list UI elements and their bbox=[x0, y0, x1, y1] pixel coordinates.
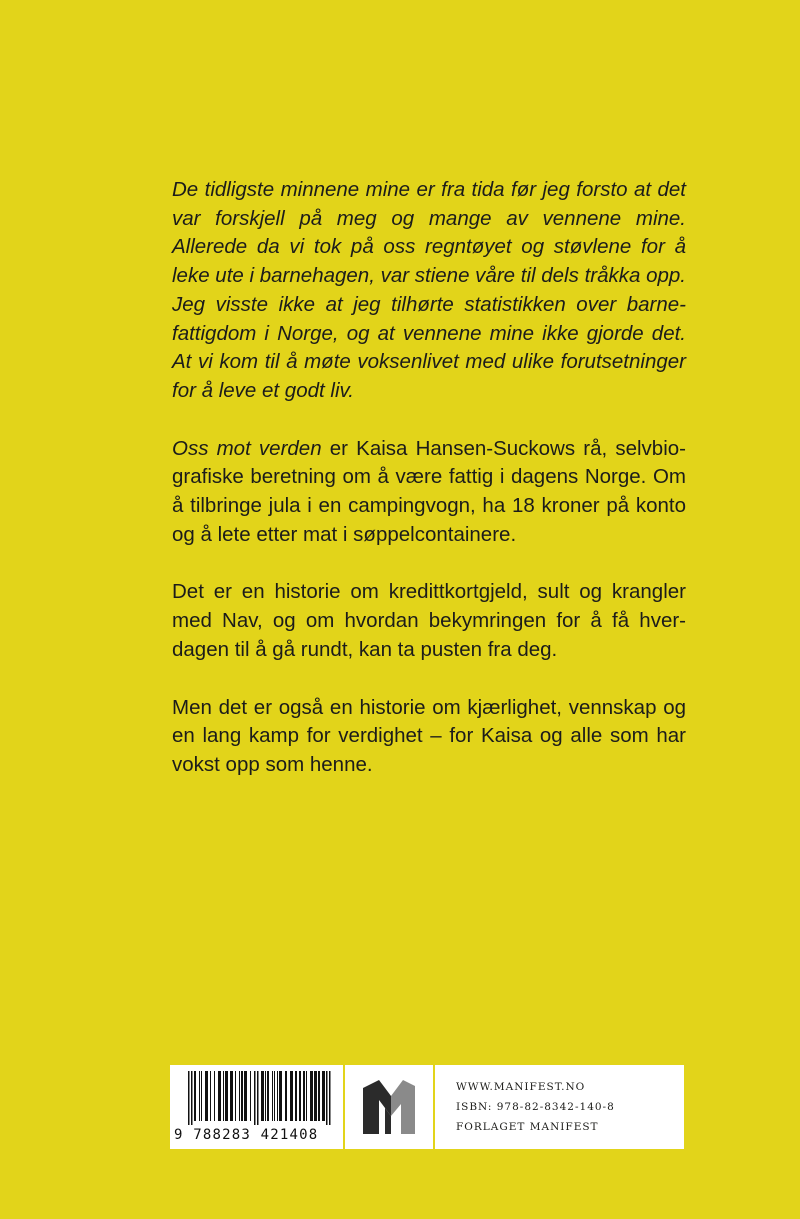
isbn-number: ISBN: 978-82-8342-140-8 bbox=[456, 1101, 615, 1113]
barcode-panel bbox=[170, 1065, 345, 1149]
publisher-logo-panel bbox=[345, 1065, 435, 1149]
closing-paragraph: Men det er også en historie om kjærlighet, vennskap og en lang kamp for verdighet – for Kaisa og alle som har vokst opp som henne. bbox=[172, 695, 686, 776]
barcode-digits: 9 788283 421408 bbox=[174, 1127, 319, 1143]
publisher-info-strip bbox=[170, 1065, 684, 1149]
back-cover-blurb bbox=[172, 176, 686, 809]
publisher-website: WWW.MANIFEST.NO bbox=[456, 1081, 586, 1093]
description-text: er Kaisa Hansen-Suckows rå, selvbiografiske beretning om å være fattig i dagens Norge. Om å tilbringe jula i en campingvogn, ha 18 kroner på konto og å lete etter mat i søppelcontainere. bbox=[172, 436, 686, 546]
publisher-name: FORLAGET MANIFEST bbox=[456, 1121, 599, 1133]
publisher-details bbox=[435, 1065, 684, 1149]
book-title: Oss mot verden bbox=[172, 436, 322, 460]
barcode-icon bbox=[174, 1071, 338, 1125]
manifest-logo-icon bbox=[361, 1078, 417, 1136]
story-paragraph: Det er en historie om kredittkortgjeld, sult og krangler med Nav, og om hvordan bekymringen for å få hverdagen til å gå rundt, kan ta pusten fra deg. bbox=[172, 580, 686, 661]
description-paragraph bbox=[172, 435, 686, 550]
intro-paragraph: De tidligste minnene mine er fra tida før jeg forsto at det var forskjell på meg og mange av vennene mine. Allerede da vi tok på oss regntøyet og støvlene for å leke ute i barnehagen, var stiene våre til dels tråkka opp. Jeg visste ikke at jeg tilhørte statistikken over barnefattigdom i Norge, og at vennene mine ikke gjorde det. At vi kom til å møte voksenlivet med ulike forutsetninger for å leve et godt liv. bbox=[172, 178, 686, 402]
